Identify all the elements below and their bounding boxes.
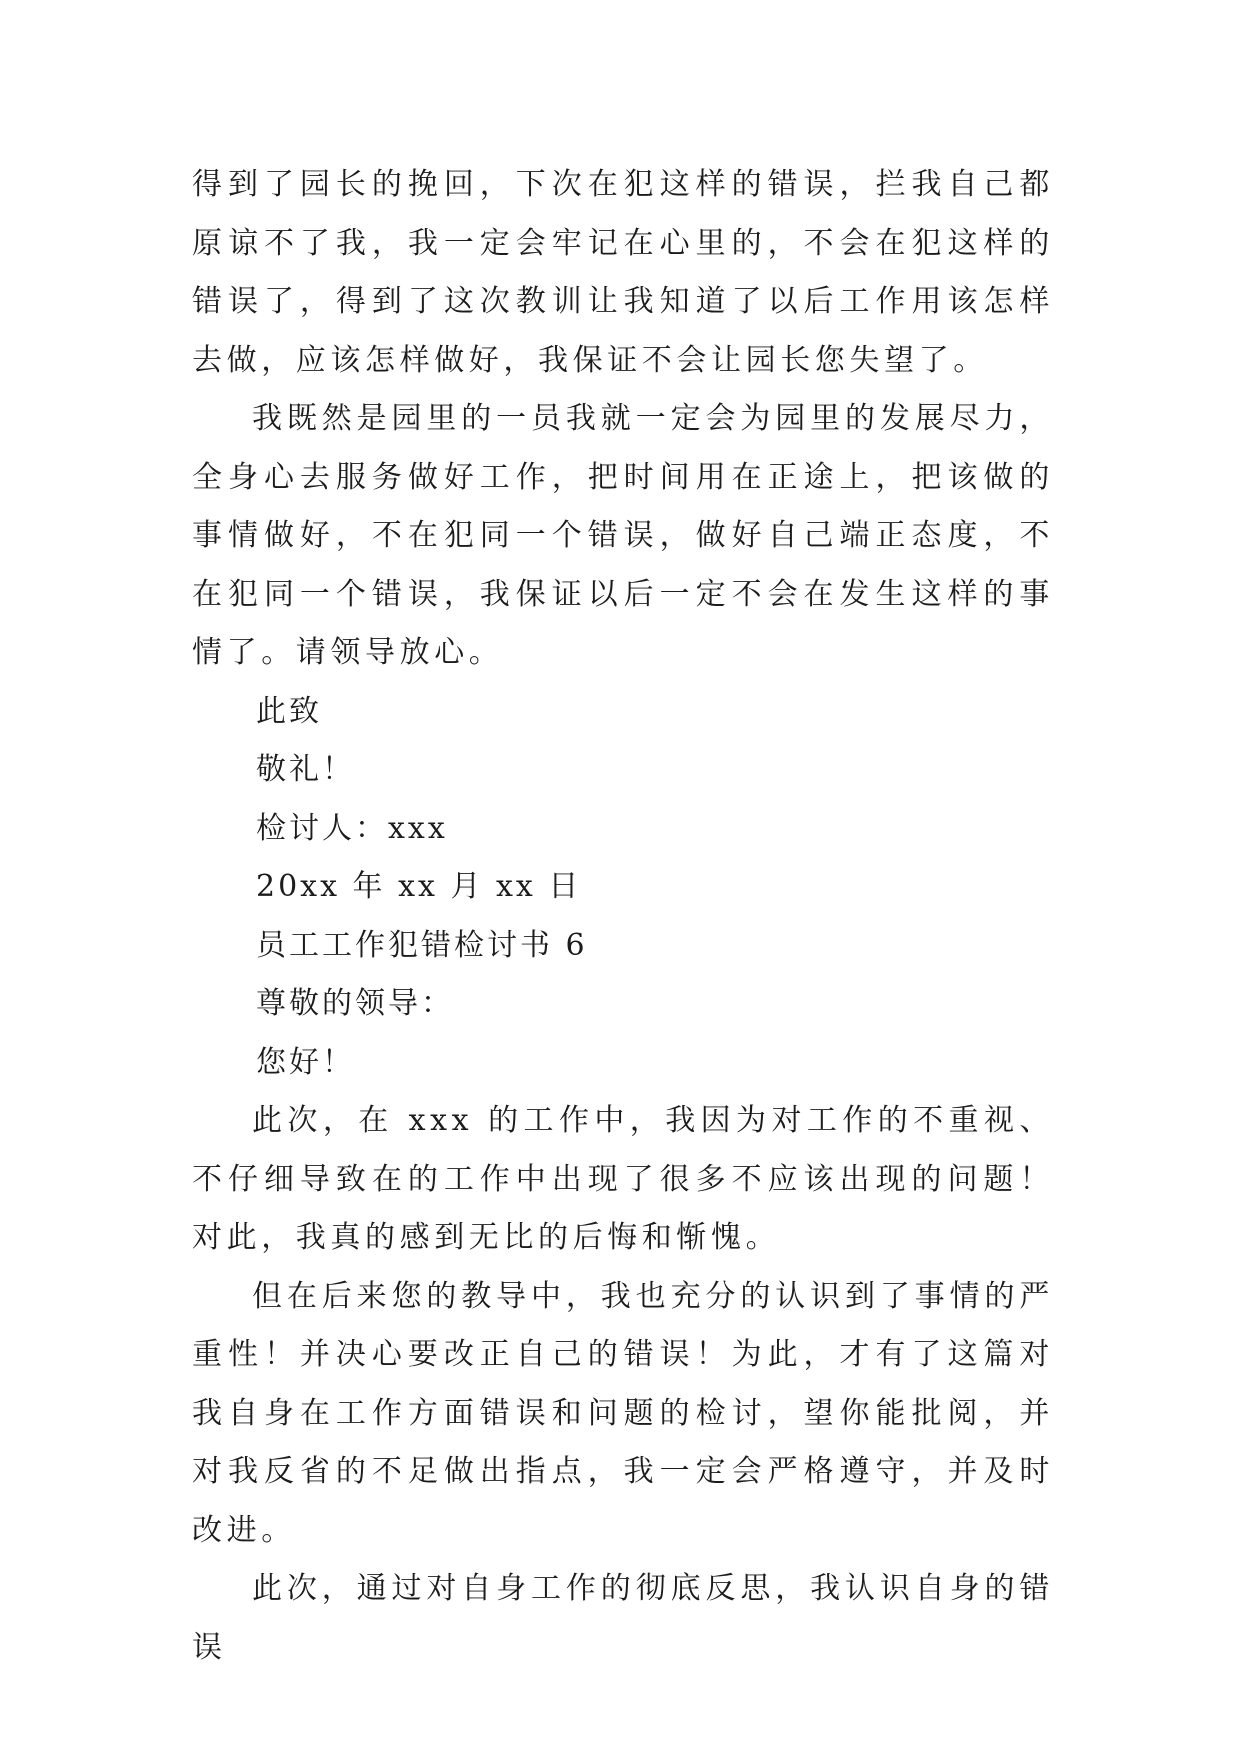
paragraph-continued: 得到了园长的挽回，下次在犯这样的错误，拦我自己都原谅不了我，我一定会牢记在心里的，不会在犯这样的错误了，得到了这次教训让我知道了以后工作用该怎样去做，应该怎样做好，我保证不会让园长您失望了。 — [192, 167, 1054, 378]
paragraph-incident: 此次，在 xxx 的工作中，我因为对工作的不重视、不仔细导致在的工作中出现了很多不应该出现的问题！对此，我真的感到无比的后悔和惭愧。 — [192, 1103, 1054, 1255]
document-body — [192, 156, 1054, 1677]
section-title: 员工工作犯错检讨书 6 — [256, 927, 588, 963]
signature-date: 20xx 年 xx 月 xx 日 — [256, 869, 582, 904]
letter-greeting: 尊敬的领导： — [256, 986, 454, 1021]
letter-hello: 您好！ — [256, 1044, 355, 1080]
paragraph-reflection: 此次，通过对自身工作的彻底反思，我认识自身的错误 — [192, 1571, 1054, 1665]
closing-regards: 敬礼！ — [256, 752, 355, 787]
paragraph-commitment: 我既然是园里的一员我就一定会为园里的发展尽力，全身心去服务做好工作，把时间用在正途上，把该做的事情做好，不在犯同一个错误，做好自己端正态度，不在犯同一个错误，我保证以后一定不会在发生这样的事情了。请领导放心。 — [192, 401, 1054, 670]
signature-name: 检讨人：xxx — [256, 810, 448, 846]
closing-salutation: 此致 — [256, 693, 322, 729]
paragraph-realization: 但在后来您的教导中，我也充分的认识到了事情的严重性！并决心要改正自己的错误！为此，才有了这篇对我自身在工作方面错误和问题的检讨，望你能批阅，并对我反省的不足做出指点，我一定会严格遵守，并及时改进。 — [192, 1278, 1054, 1548]
